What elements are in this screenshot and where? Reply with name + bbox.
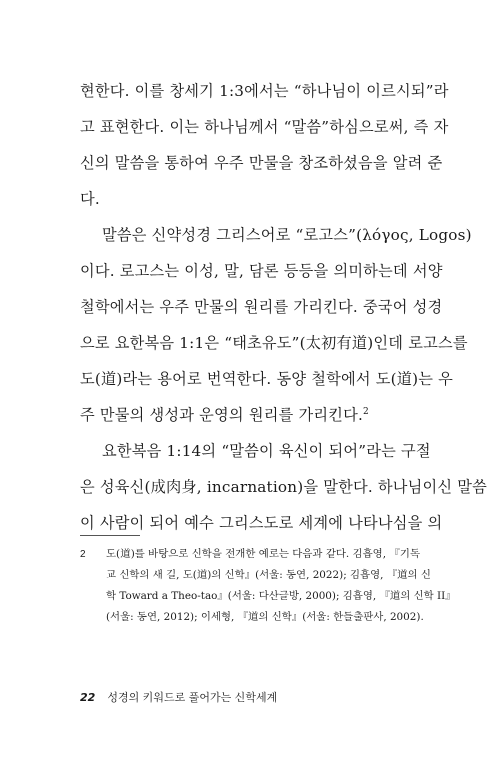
body-line-8: 으로 요한복음 1:1은 “태초유도”(太初有道)인데 로고스를 xyxy=(80,334,468,352)
page-number: 22 xyxy=(80,691,96,704)
footnote-number: 2 xyxy=(80,549,86,560)
body-line-4: 다. xyxy=(80,190,100,208)
body-line-1: 현한다. 이를 창세기 1:3에서는 “하나님이 이르시되”라 xyxy=(80,82,449,100)
body-line-13: 이 사람이 되어 예수 그리스도로 세계에 나타나심을 의 xyxy=(80,514,443,532)
body-line-2: 고 표현한다. 이는 하나님께서 “말씀”하심으로써, 즉 자 xyxy=(80,118,449,136)
body-line-11: 요한복음 1:14의 “말씀이 육신이 되어”라는 구절 xyxy=(102,442,431,460)
footnote-reference: 2 xyxy=(362,407,369,417)
body-line-5: 말씀은 신약성경 그리스어로 “로고스”(λόγος, Logos) xyxy=(102,226,472,244)
body-line-7: 철학에서는 우주 만물의 원리를 가리킨다. 중국어 성경 xyxy=(80,298,443,316)
footnote-line-3: 학 Toward a Theo-tao』(서울: 다산글방, 2000); 김흡영, 『道의 신학 II』 xyxy=(106,590,456,602)
running-title: 성경의 키워드로 풀어가는 신학세계 xyxy=(107,691,278,704)
body-line-9: 도(道)라는 용어로 번역한다. 동양 철학에서 도(道)는 우 xyxy=(80,370,454,388)
footnote-divider xyxy=(80,535,140,536)
footnote-line-1: 도(道)를 바탕으로 신학을 전개한 예로는 다음과 같다. 김흡영, 『기독 xyxy=(106,548,420,560)
footnote-line-2: 교 신학의 새 길, 도(道)의 신학』(서울: 동연, 2022); 김흡영, 『道의 신 xyxy=(106,569,431,581)
footnote-line-4: (서울: 동연, 2012); 이세형, 『道의 신학』(서울: 한들출판사, 2002). xyxy=(106,611,424,623)
body-line-6: 이다. 로고스는 이성, 말, 담론 등등을 의미하는데 서양 xyxy=(80,262,443,280)
body-line-10-text: 주 만물의 생성과 운영의 원리를 가리킨다. xyxy=(80,406,363,424)
body-line-10 xyxy=(80,404,420,426)
body-line-3: 신의 말씀을 통하여 우주 만물을 창조하셨음을 알려 준 xyxy=(80,154,443,172)
body-line-12: 은 성육신(成肉身, incarnation)을 말한다. 하나님이신 말씀 xyxy=(80,478,488,496)
page-footer xyxy=(80,690,277,706)
